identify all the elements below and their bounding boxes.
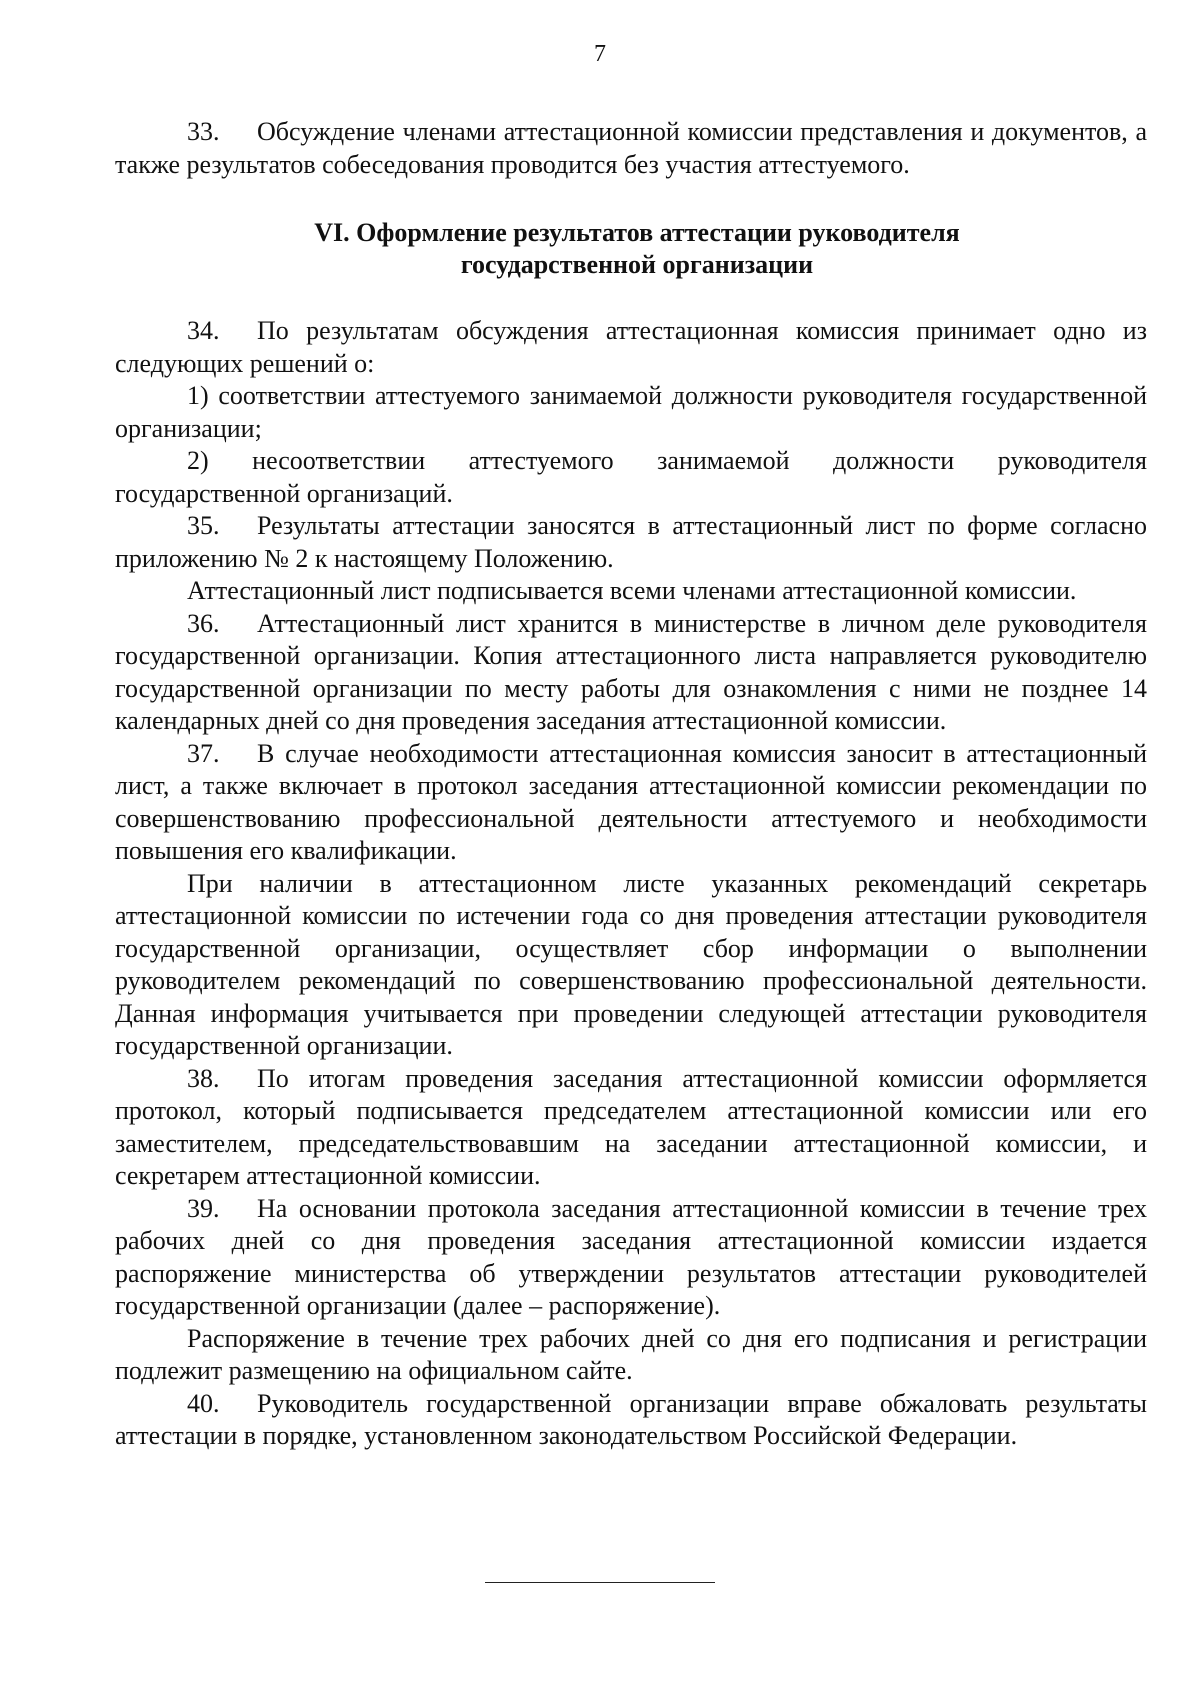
section-heading (115, 217, 1147, 281)
paragraph-36 (115, 608, 1147, 738)
paragraph-text: Результаты аттестации заносятся в аттестационный лист по форме согласно приложению № 2 к настоящему Положению. (115, 511, 1147, 573)
paragraph-text: Руководитель государственной организации вправе обжаловать результаты аттестации в порядке, установленном законодательством Российской Федерации. (115, 1388, 1147, 1450)
paragraph-text: В случае необходимости аттестационная комиссия заносит в аттестационный лист, а также включает в протокол заседания аттестационной комиссии рекомендации по совершенствованию профессиональной деятельности аттестуемого и необходимости повышения его квалификации. (115, 738, 1147, 865)
paragraph-number: 36. (187, 608, 220, 638)
paragraph-39-cont (115, 1323, 1147, 1388)
paragraph-34-item-2 (115, 445, 1147, 510)
paragraph-39 (115, 1193, 1147, 1323)
paragraph-38 (115, 1063, 1147, 1193)
paragraph-34 (115, 315, 1147, 380)
paragraph-number: 35. (187, 511, 220, 540)
paragraph-number: 37. (187, 738, 220, 768)
paragraph-text: 2) несоответствии аттестуемого занимаемой должности руководителя государственной организаций. (115, 446, 1147, 508)
paragraph-34-item-1 (115, 380, 1147, 445)
paragraph-text: Обсуждение членами аттестационной комиссии представления и документов, а также результатов собеседования проводится без участия аттестуемого. (115, 117, 1147, 179)
paragraph-40 (115, 1388, 1147, 1453)
document-body (115, 116, 1147, 1453)
paragraph-33 (115, 116, 1147, 181)
paragraph-37 (115, 738, 1147, 868)
paragraph-number: 39. (187, 1193, 220, 1223)
paragraph-text: Распоряжение в течение трех рабочих дней со дня его подписания и регистрации подлежит размещению на официальном сайте. (115, 1323, 1147, 1385)
paragraph-text: При наличии в аттестационном листе указанных рекомендаций секретарь аттестационной комиссии по истечении года со дня проведения аттестации руководителя государственной организации, осуществляет сбор информации о выполнении руководителем рекомендаций по совершенствованию профессиональной деятельности. Данная информация учитывается при проведении следующей аттестации руководителя государственной организации. (115, 868, 1147, 1060)
closing-divider-line (485, 1582, 715, 1583)
paragraph-text: По итогам проведения заседания аттестационной комиссии оформляется протокол, который подписывается председателем аттестационной комиссии или его заместителем, председательствовавшим на заседании аттестационной комиссии, и секретарем аттестационной комиссии. (115, 1063, 1147, 1190)
paragraph-number: 34. (187, 316, 220, 345)
paragraph-text: Аттестационный лист подписывается всеми членами аттестационной комиссии. (187, 576, 1077, 605)
page-number: 7 (594, 41, 606, 67)
paragraph-number: 40. (187, 1388, 220, 1418)
paragraph-37-cont (115, 868, 1147, 1063)
paragraph-text: 1) соответствии аттестуемого занимаемой должности руководителя государственной организации; (115, 381, 1147, 443)
paragraph-number: 33. (187, 117, 220, 146)
paragraph-35-cont (115, 575, 1147, 608)
paragraph-text: На основании протокола заседания аттестационной комиссии в течение трех рабочих дней со дня проведения заседания аттестационной комиссии издается распоряжение министерства об утверждении результатов аттестации руководителей государственной организации (далее – распоряжение). (115, 1193, 1147, 1320)
paragraph-35 (115, 510, 1147, 575)
section-heading-line-1: VI. Оформление результатов аттестации руководителя (314, 218, 960, 247)
paragraph-text: По результатам обсуждения аттестационная комиссия принимает одно из следующих решений о: (115, 316, 1147, 378)
section-heading-line-2: государственной организации (460, 250, 814, 279)
paragraph-text: Аттестационный лист хранится в министерстве в личном деле руководителя государственной организации. Копия аттестационного листа направляется руководителю государственной организации по месту работы для ознакомления с ними не позднее 14 календарных дней со дня проведения заседания аттестационной комиссии. (115, 608, 1147, 735)
paragraph-number: 38. (187, 1063, 220, 1093)
